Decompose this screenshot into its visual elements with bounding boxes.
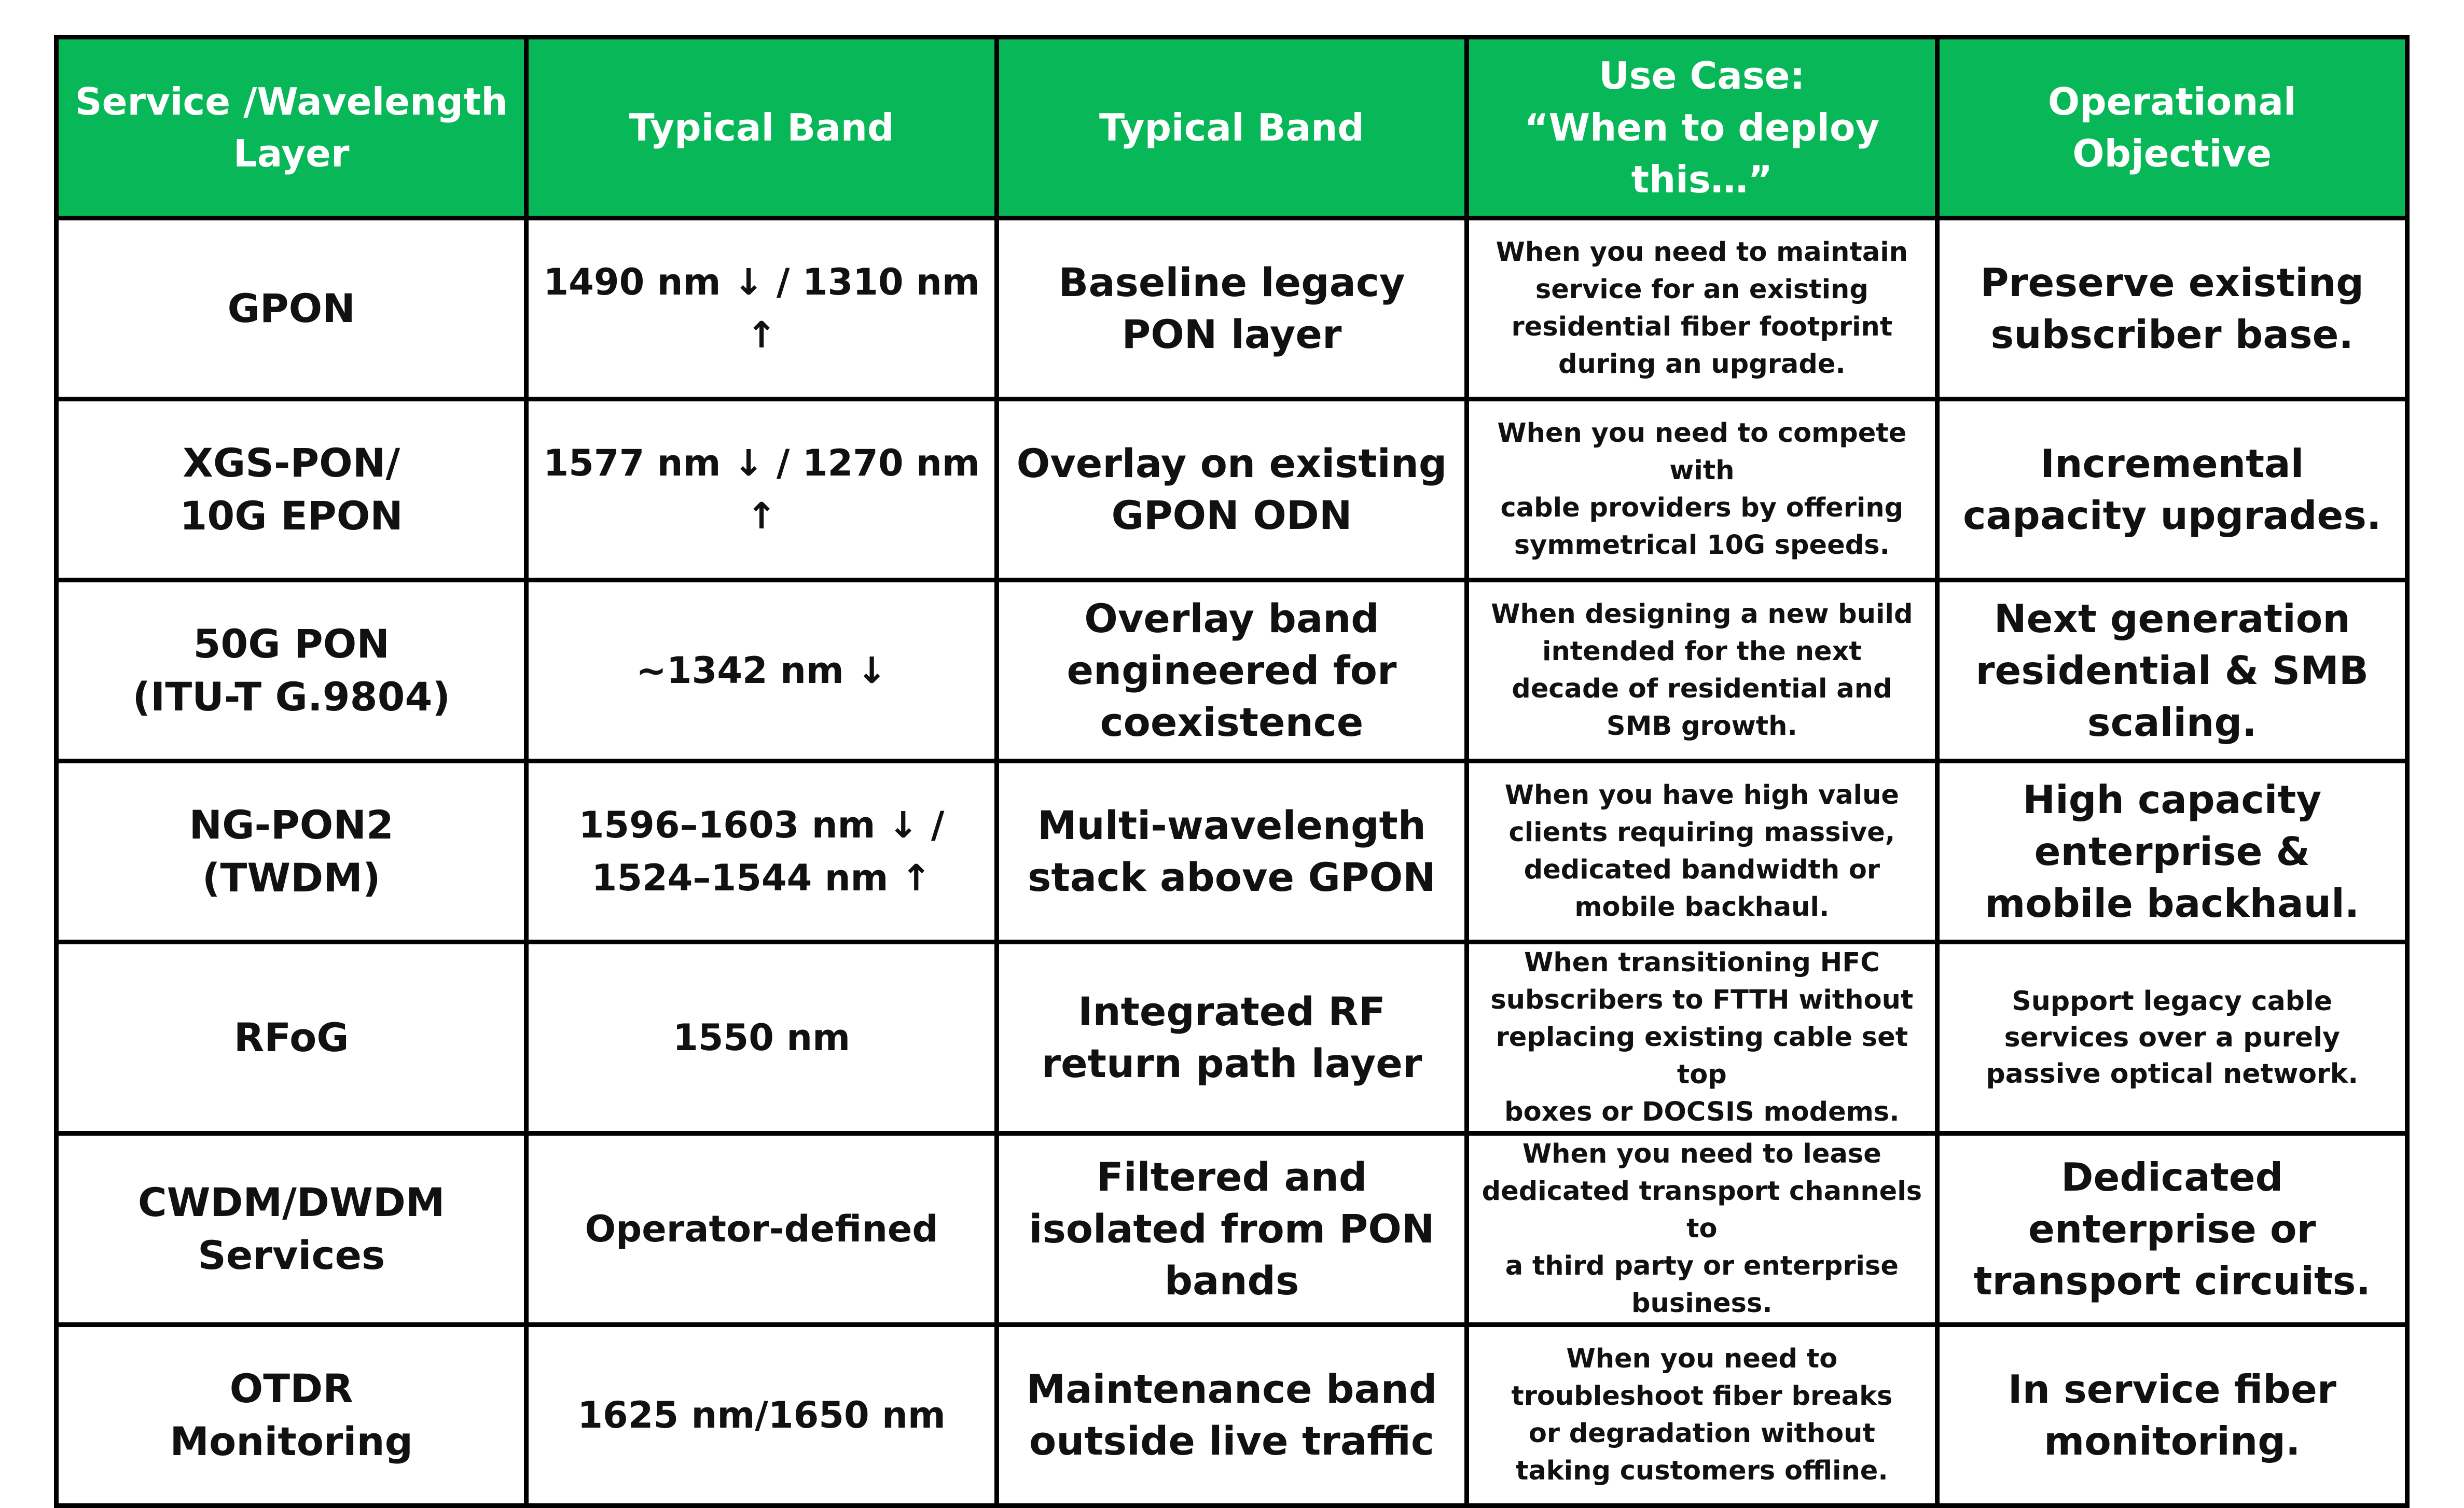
header-typical-band-2: Typical Band [996, 37, 1466, 218]
cell-band: Baseline legacy PON layer [996, 218, 1466, 399]
cell-band: Overlay band engineered for coexistence [996, 580, 1466, 761]
cell-service: RFoG [57, 942, 527, 1134]
table-row [57, 580, 2407, 761]
table-row [57, 942, 2407, 1134]
cell-band: Maintenance band outside live traffic [996, 1325, 1466, 1506]
cell-use-case: When you need to lease dedicated transport channels to a third party or enterprise business. [1467, 1134, 1937, 1325]
cell-wavelength: 1625 nm/1650 nm [527, 1325, 996, 1506]
header-operational-objective: Operational Objective [1937, 37, 2407, 218]
cell-band: Filtered and isolated from PON bands [996, 1134, 1466, 1325]
cell-wavelength: Operator-defined [527, 1134, 996, 1325]
header-use-case: Use Case: “When to deploy this…” [1467, 37, 1937, 218]
cell-band: Multi-wavelength stack above GPON [996, 761, 1466, 942]
cell-use-case: When you need to maintain service for an existing residential fiber footprint during an upgrade. [1467, 218, 1937, 399]
cell-use-case: When transitioning HFC subscribers to FTTH without replacing existing cable set top boxes or DOCSIS modems. [1467, 942, 1937, 1134]
cell-wavelength: 1550 nm [527, 942, 996, 1134]
cell-objective: Preserve existing subscriber base. [1937, 218, 2407, 399]
header-service-layer: Service /Wavelength Layer [57, 37, 527, 218]
wavelength-table [54, 35, 2410, 1508]
cell-band: Overlay on existing GPON ODN [996, 399, 1466, 580]
cell-objective: Support legacy cable services over a purely passive optical network. [1937, 942, 2407, 1134]
table-row [57, 218, 2407, 399]
cell-service: XGS-PON/ 10G EPON [57, 399, 527, 580]
table-row [57, 761, 2407, 942]
cell-band: Integrated RF return path layer [996, 942, 1466, 1134]
cell-objective: In service fiber monitoring. [1937, 1325, 2407, 1506]
cell-service: 50G PON (ITU-T G.9804) [57, 580, 527, 761]
table-header [57, 37, 2407, 218]
cell-service: CWDM/DWDM Services [57, 1134, 527, 1325]
cell-wavelength: 1490 nm ↓ / 1310 nm ↑ [527, 218, 996, 399]
cell-use-case: When you need to troubleshoot fiber breaks or degradation without taking customers offline. [1467, 1325, 1937, 1506]
table-row [57, 1325, 2407, 1506]
table-row [57, 1134, 2407, 1325]
cell-service: GPON [57, 218, 527, 399]
cell-wavelength: 1596–1603 nm ↓ / 1524–1544 nm ↑ [527, 761, 996, 942]
cell-service: NG-PON2 (TWDM) [57, 761, 527, 942]
header-typical-band-1: Typical Band [527, 37, 996, 218]
cell-wavelength: 1577 nm ↓ / 1270 nm ↑ [527, 399, 996, 580]
cell-objective: Dedicated enterprise or transport circuits. [1937, 1134, 2407, 1325]
table-row [57, 399, 2407, 580]
cell-use-case: When you need to compete with cable providers by offering symmetrical 10G speeds. [1467, 399, 1937, 580]
cell-use-case: When designing a new build intended for the next decade of residential and SMB growth. [1467, 580, 1937, 761]
cell-objective: Next generation residential & SMB scaling. [1937, 580, 2407, 761]
header-row [57, 37, 2407, 218]
cell-objective: Incremental capacity upgrades. [1937, 399, 2407, 580]
cell-objective: High capacity enterprise & mobile backhaul. [1937, 761, 2407, 942]
cell-use-case: When you have high value clients requiring massive, dedicated bandwidth or mobile backhaul. [1467, 761, 1937, 942]
cell-wavelength: ~1342 nm ↓ [527, 580, 996, 761]
table-body [57, 218, 2407, 1506]
cell-service: OTDR Monitoring [57, 1325, 527, 1506]
